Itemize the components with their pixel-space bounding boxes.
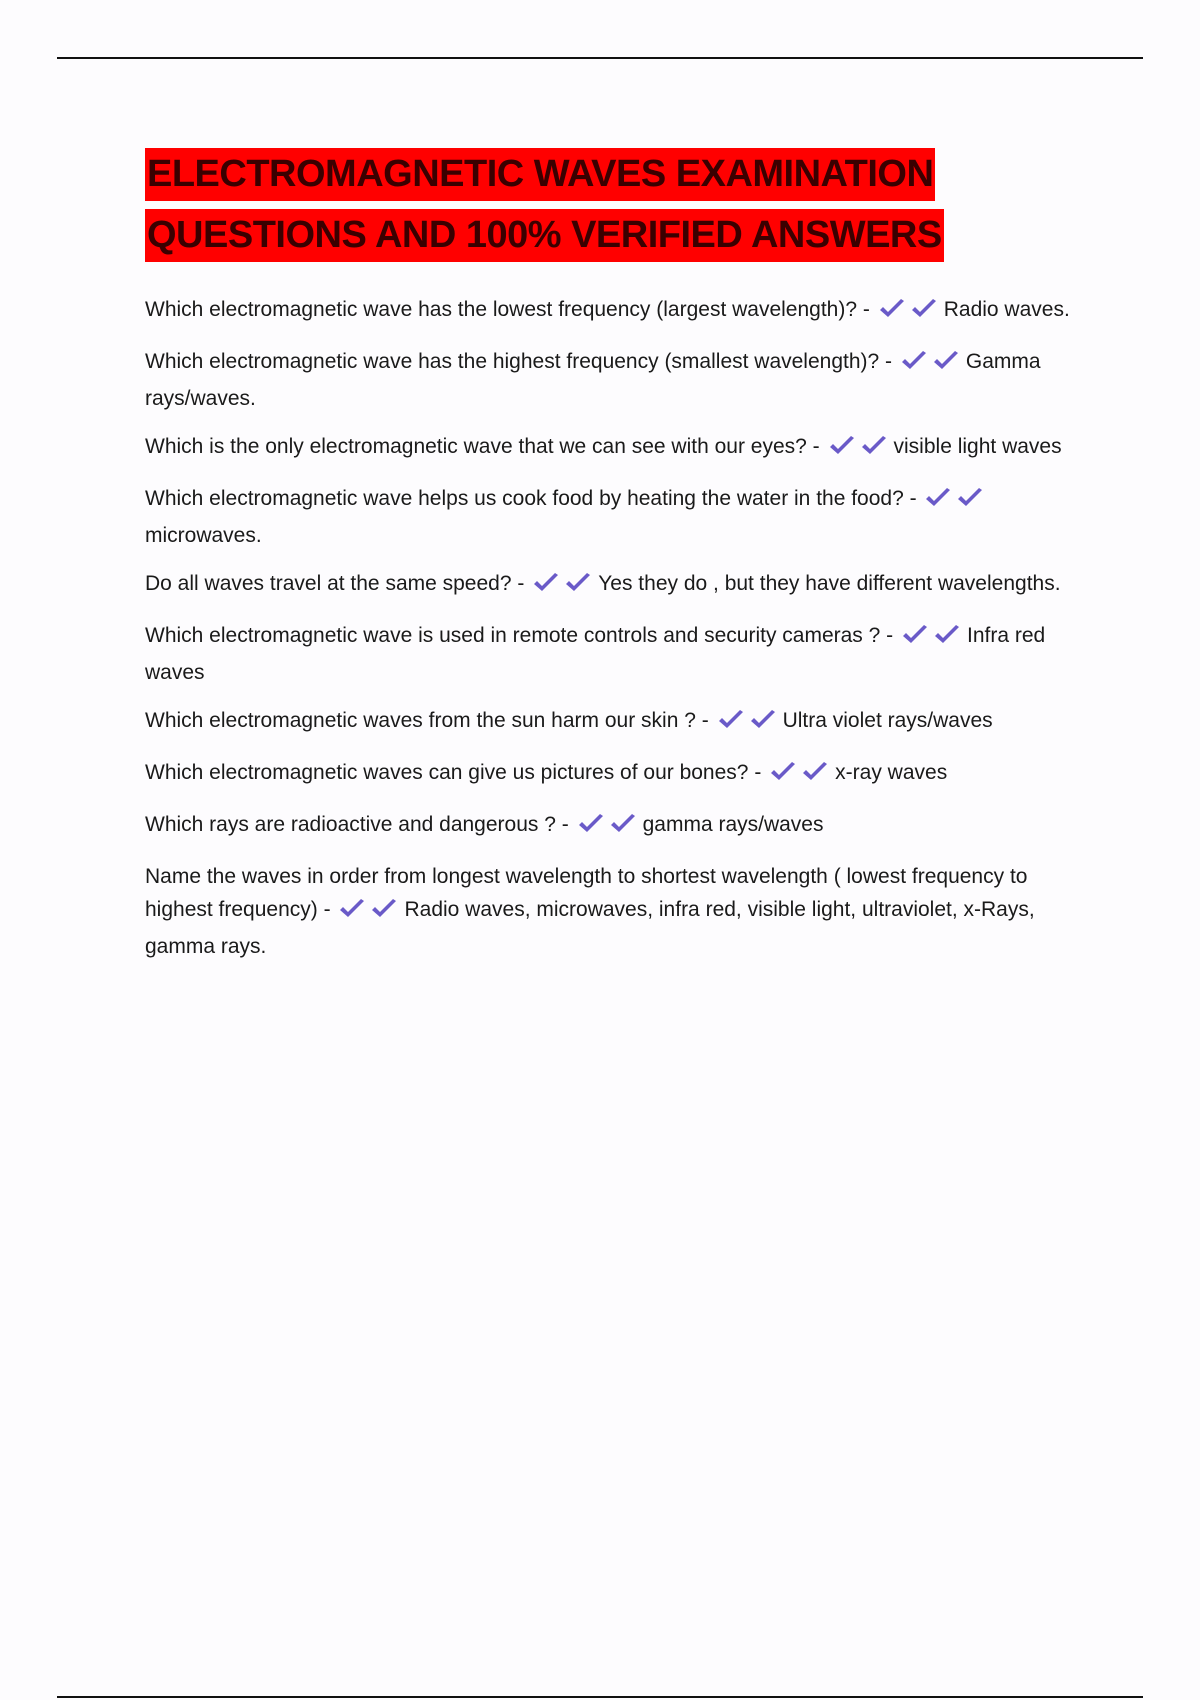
question-text: Name the waves in order from longest wavelength to shortest wavelength ( lowest frequency to highest frequency) xyxy=(145,865,1028,921)
question-text: Which electromagnetic wave is used in remote controls and security cameras ? xyxy=(145,624,881,647)
answer-text: visible light waves xyxy=(893,435,1062,458)
qa-item xyxy=(145,430,1090,467)
answer-marker xyxy=(901,623,965,656)
question-separator: - xyxy=(862,298,870,321)
qa-item xyxy=(145,808,1090,845)
check-icon xyxy=(609,813,637,835)
answer-text: Gamma rays/waves. xyxy=(145,350,1041,410)
question-text: Which electromagnetic wave has the lowest frequency (largest wavelength)? xyxy=(145,298,858,321)
question-separator: - xyxy=(701,709,709,732)
answer-text: Yes they do , but they have different wavelengths. xyxy=(598,572,1061,595)
answer-marker xyxy=(577,812,641,845)
answer-marker xyxy=(338,897,402,930)
qa-item xyxy=(145,619,1090,689)
answer-text: Ultra violet rays/waves xyxy=(782,709,993,732)
question-separator: - xyxy=(754,761,762,784)
check-icon xyxy=(577,813,605,835)
qa-item xyxy=(145,860,1090,963)
check-icon xyxy=(924,487,952,509)
check-icon xyxy=(564,572,592,594)
answer-text: Radio waves, microwaves, infra red, visible light, ultraviolet, x-Rays, gamma rays. xyxy=(145,898,1035,958)
qa-item xyxy=(145,704,1090,741)
answer-text: gamma rays/waves xyxy=(642,813,824,836)
question-text: Which electromagnetic waves can give us pictures of our bones? xyxy=(145,761,749,784)
check-icon xyxy=(828,435,856,457)
question-separator: - xyxy=(561,813,569,836)
check-icon xyxy=(956,487,984,509)
answer-marker xyxy=(828,434,892,467)
question-separator: - xyxy=(886,624,894,647)
check-icon xyxy=(878,298,906,320)
question-text: Which rays are radioactive and dangerous ? xyxy=(145,813,556,836)
answer-marker xyxy=(924,486,988,519)
answer-text: microwaves. xyxy=(145,524,262,547)
question-separator: - xyxy=(323,898,331,921)
qa-item xyxy=(145,293,1090,330)
check-icon xyxy=(932,350,960,372)
question-separator: - xyxy=(885,350,893,373)
document-body xyxy=(145,145,1090,978)
check-icon xyxy=(933,624,961,646)
answer-marker xyxy=(532,571,596,604)
answer-text: Radio waves. xyxy=(943,298,1070,321)
qa-item xyxy=(145,482,1090,552)
check-icon xyxy=(717,709,745,731)
qa-item xyxy=(145,567,1090,604)
check-icon xyxy=(901,624,929,646)
question-separator: - xyxy=(812,435,820,458)
qa-list xyxy=(145,293,1090,963)
check-icon xyxy=(769,761,797,783)
question-separator: - xyxy=(909,487,917,510)
check-icon xyxy=(801,761,829,783)
header-rule xyxy=(57,57,1143,59)
check-icon xyxy=(910,298,938,320)
question-text: Which electromagnetic wave has the highest frequency (smallest wavelength)? xyxy=(145,350,880,373)
answer-marker xyxy=(717,708,781,741)
check-icon xyxy=(370,898,398,920)
question-separator: - xyxy=(517,572,525,595)
question-text: Do all waves travel at the same speed? xyxy=(145,572,512,595)
title-line-2: QUESTIONS AND 100% VERIFIED ANSWERS xyxy=(145,209,944,262)
check-icon xyxy=(532,572,560,594)
check-icon xyxy=(338,898,366,920)
check-icon xyxy=(749,709,777,731)
check-icon xyxy=(900,350,928,372)
footer-rule xyxy=(57,1696,1143,1698)
answer-text: x-ray waves xyxy=(835,761,948,784)
question-text: Which electromagnetic waves from the sun harm our skin ? xyxy=(145,709,696,732)
check-icon xyxy=(860,435,888,457)
qa-item xyxy=(145,345,1090,415)
answer-text: Infra red waves xyxy=(145,624,1046,684)
question-text: Which electromagnetic wave helps us cook food by heating the water in the food? xyxy=(145,487,904,510)
title-line-1: ELECTROMAGNETIC WAVES EXAMINATION xyxy=(145,148,935,201)
answer-marker xyxy=(900,349,964,382)
qa-item xyxy=(145,756,1090,793)
document-title xyxy=(145,145,1090,267)
answer-marker xyxy=(769,760,833,793)
question-text: Which is the only electromagnetic wave that we can see with our eyes? xyxy=(145,435,807,458)
answer-marker xyxy=(878,297,942,330)
